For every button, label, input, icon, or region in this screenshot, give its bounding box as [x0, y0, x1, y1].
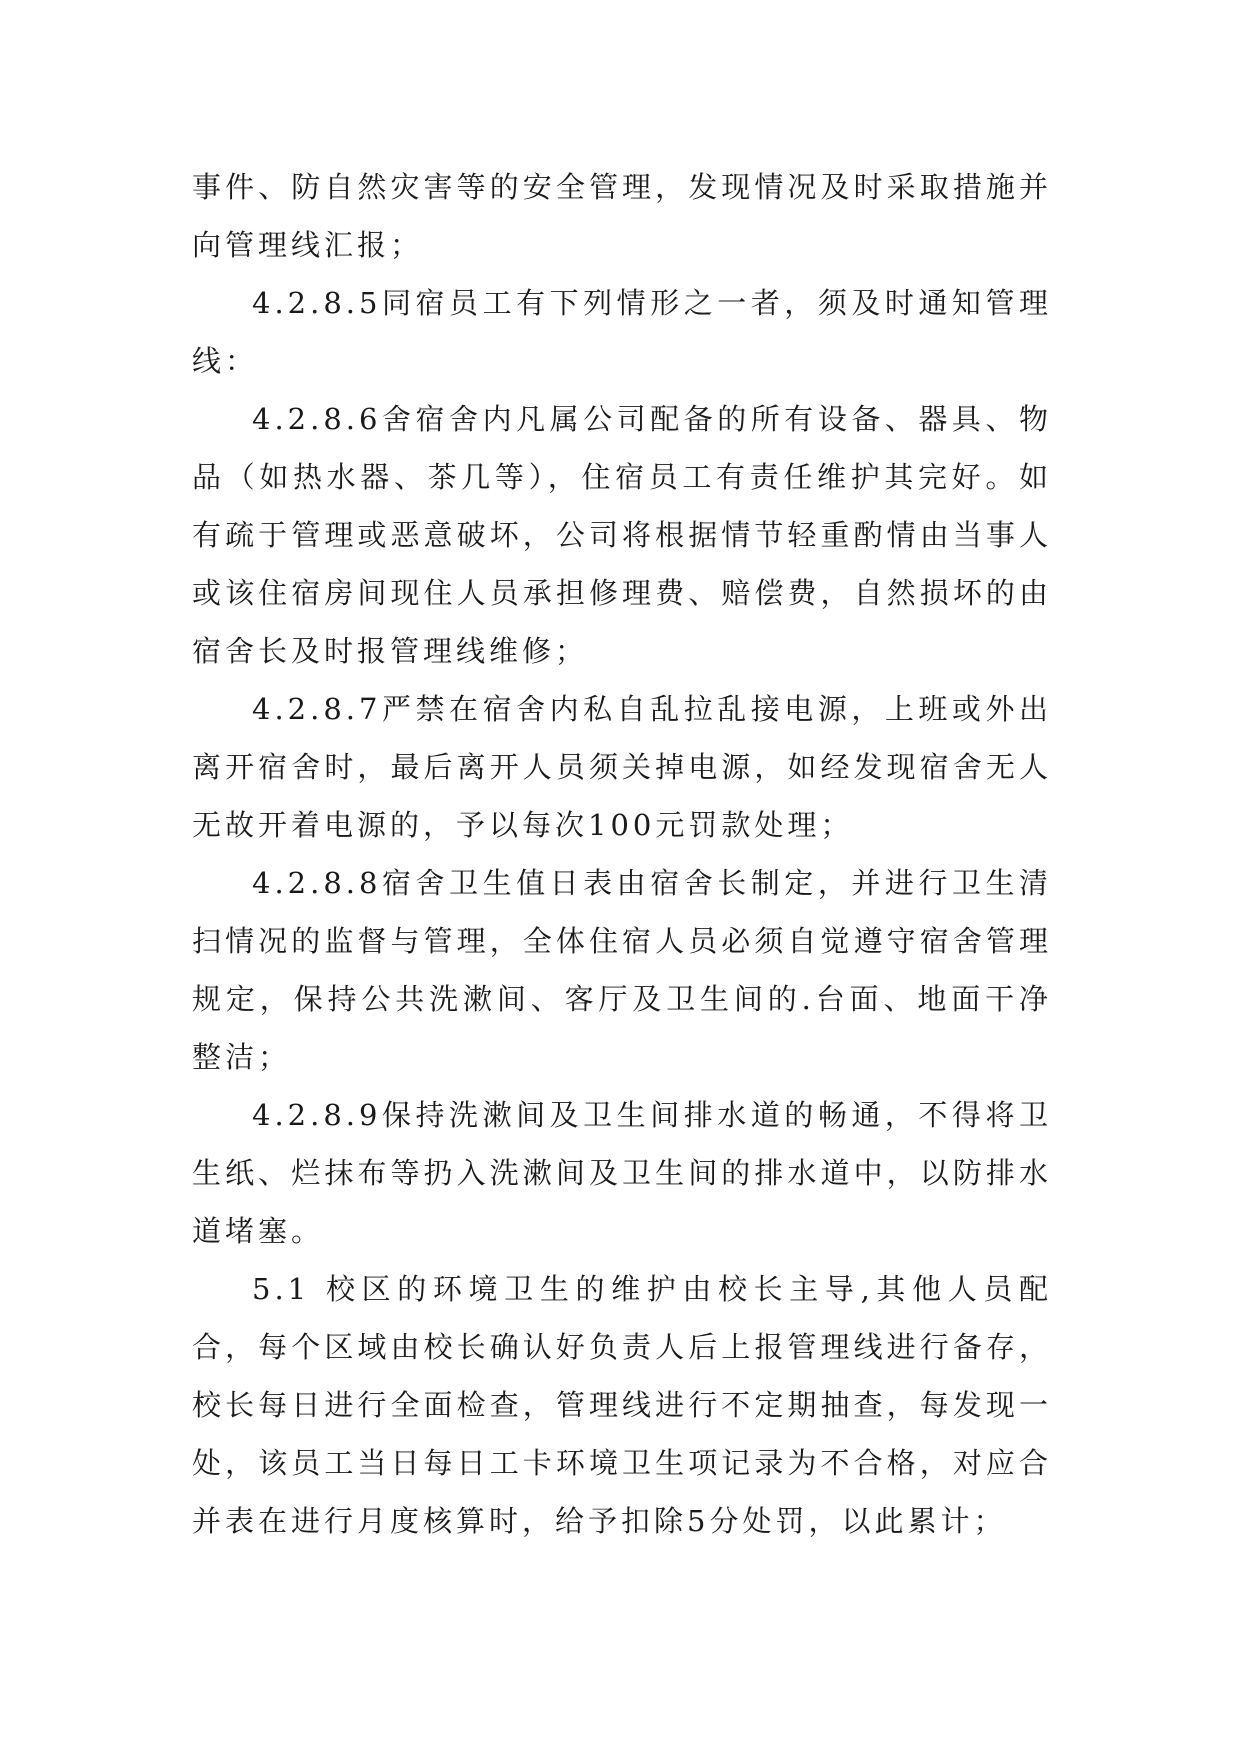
document-body	[192, 158, 1052, 1550]
paragraph-continuation: 事件、防自然灾害等的安全管理，发现情况及时采取措施并向管理线汇报；	[192, 170, 1052, 262]
paragraph-4-2-8-7: 4.2.8.7严禁在宿舍内私自乱拉乱接电源，上班或外出离开宿舍时，最后离开人员须关掉电源，如经发现宿舍无人无故开着电源的，予以每次100元罚款处理；	[192, 692, 1052, 842]
paragraph-4-2-8-9: 4.2.8.9保持洗漱间及卫生间排水道的畅通，不得将卫生纸、烂抹布等扔入洗漱间及卫生间的排水道中，以防排水道堵塞。	[192, 1098, 1052, 1248]
paragraph-4-2-8-8: 4.2.8.8宿舍卫生值日表由宿舍长制定，并进行卫生清扫情况的监督与管理，全体住宿人员必须自觉遵守宿舍管理规定，保持公共洗漱间、客厅及卫生间的.台面、地面干净整洁；	[192, 866, 1052, 1074]
paragraph-4-2-8-5: 4.2.8.5同宿员工有下列情形之一者，须及时通知管理线：	[192, 286, 1052, 378]
paragraph-5-1: 5.1 校区的环境卫生的维护由校长主导,其他人员配合，每个区域由校长确认好负责人后上报管理线进行备存，校长每日进行全面检查，管理线进行不定期抽查，每发现一处，该员工当日每日工卡环境卫生项记录为不合格，对应合并表在进行月度核算时，给予扣除5分处罚，以此累计；	[192, 1272, 1052, 1538]
paragraph-4-2-8-6: 4.2.8.6舍宿舍内凡属公司配备的所有设备、器具、物品（如热水器、茶几等），住宿员工有责任维护其完好。如有疏于管理或恶意破坏，公司将根据情节轻重酌情由当事人或该住宿房间现住人员承担修理费、赔偿费，自然损坏的由宿舍长及时报管理线维修；	[192, 402, 1052, 668]
